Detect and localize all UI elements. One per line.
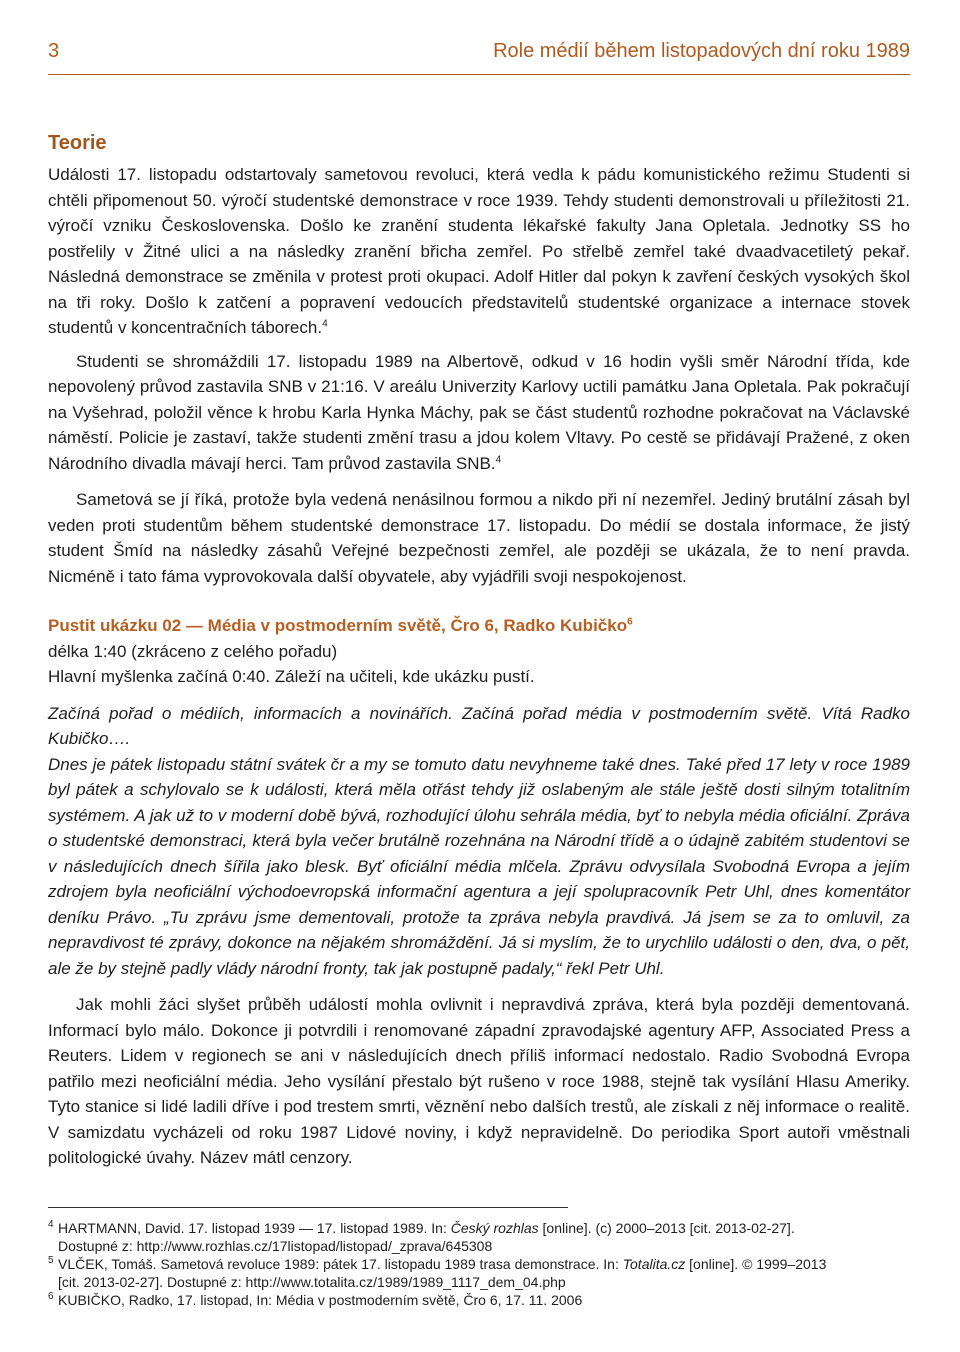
footnote-number: 6 bbox=[48, 1291, 54, 1302]
header-rule bbox=[48, 74, 910, 75]
body-paragraph: Sametová se jí říká, protože byla vedená nenásilnou formou a nikdo při ní nezemřel. Jediný brutální zásah byl veden proti studentům během studentské demonstrace 17. listopadu. Do médií se dostala informace, že jistý student Šmíd na následky zásahů Veřejné bezpečnosti zemřel, ale později se ukázala, že to není pravda. Nicméně i tato fáma vyprovokovala další obyvatele, aby vyjádřili svoji nespokojenost. bbox=[48, 490, 910, 586]
document-body bbox=[48, 130, 910, 1171]
footnote: 6 KUBIČKO, Radko, 17. listopad, In: Média v postmoderním světě, Čro 6, 17. 11. 2006 bbox=[48, 1291, 910, 1309]
footnote-number: 5 bbox=[48, 1255, 54, 1266]
running-header bbox=[48, 40, 910, 72]
transcript-quote: Dnes je pátek listopadu státní svátek čr a my se tomuto datu nevyhneme také dnes. Také před 17 lety v roce 1989 byl pátek a schylovalo se k události, která měla otřást tehdy již oslabeným ale stále ještě dosti silným totalitním systémem. A jak už to v moderní době bývá, rozhodující úlohu sehrála média, byť to nebyla média oficiální. Zpráva o studentské demonstraci, která byla večer brutálně rozehnána na Národní třídě a o údajně zabitém studentovi se v následujících dnech šířila jako blesk. Byť oficiální média mlčela. Zprávu odvysílala Svobodná Evropa a jejím zdrojem byla neoficiální východoevropská informační agentura a její spolupracovník Petr Uhl, dnes komentátor deníku Právo. „Tu zprávu jsme dementovali, protože ta zpráva nebyla pravdivá. Já jsem se za to omluvil, za nepravdivost té zprávy, dokonce na nějakém shromáždění. Já si myslím, že to urychlilo události o den, dva, o pět, ale že by stejně padly vlády národní fronty, tak jak postupně padaly,“ řekl Petr Uhl. bbox=[48, 754, 910, 978]
running-title: Role médií během listopadových dní roku 1989 bbox=[493, 40, 910, 62]
footnote: 4 HARTMANN, David. 17. listopad 1939 — 17. listopad 1989. In: Český rozhlas [online]. (c) 2000–2013 [cit. 2013-02-27]. Dostupné z: http://www.rozhlas.cz/17listopad/listopad/_zprava/645308 bbox=[48, 1219, 910, 1255]
section-heading: Teorie bbox=[48, 132, 107, 154]
footnote-ref[interactable]: 4 bbox=[322, 318, 328, 330]
footnote-ref[interactable]: 6 bbox=[627, 616, 633, 628]
footnote-source: Český rozhlas bbox=[450, 1220, 539, 1236]
footnote-url[interactable]: [cit. 2013-02-27]. Dostupné z: http://www.totalita.cz/1989/1989_1117_dem_04.php bbox=[58, 1274, 566, 1290]
footnote-ref[interactable]: 4 bbox=[495, 453, 502, 465]
footnote-source: Totalita.cz bbox=[622, 1256, 686, 1272]
cue-length: délka 1:40 (zkráceno z celého pořadu) bbox=[48, 641, 338, 661]
footnote-url[interactable]: Dostupné z: http://www.rozhlas.cz/17listopad/listopad/_zprava/645308 bbox=[58, 1238, 493, 1254]
body-paragraph bbox=[48, 162, 910, 341]
audio-cue-title: Pustit ukázku 02 — Média v postmoderním světě, Čro 6, Radko Kubičko$^6$ bbox=[48, 616, 633, 635]
closing-paragraph: Jak mohli žáci slyšet průběh událostí mohla ovlivnit i nepravdivá zpráva, která byla později dementovaná. Informací bylo málo. Dokonce ji potvrdili i renomované západní zpravodajské agentury AFP, Associated Press a Reuters. Lidem v regionech se ani v následujících dnech příliš informací nedostalo. Radio Svobodná Evropa patřilo mezi neoficiální média. Jeho vysílání přestalo být rušeno v roce 1988, stejně tak vysílání Hlasu Ameriky. Tyto stanice si lidé ladili dříve i pod trestem smrti, věznění nebo dalších trestů, ale získali z něj informace o realitě. V samizdatu vycházeli od roku 1987 Lidové noviny, i když nepravidelně. Do periodika Sport autoři vměstnali politologické úvahy. Název mátl cenzory. bbox=[48, 995, 910, 1167]
page-number: 3 bbox=[48, 40, 60, 62]
footnote: 5 VLČEK, Tomáš. Sametová revoluce 1989: pátek 17. listopadu 1989 trasa demonstrace. In: Totalita.cz [online]. © 1999–2013 [cit. 2013-02-27]. Dostupné z: http://www.totalita.cz/1989/1989_1117_dem_04.php bbox=[48, 1255, 910, 1291]
body-paragraph bbox=[48, 349, 910, 477]
transcript-intro: Začíná pořad o médiích, informacích a novinářích. Začíná pořad média v postmoderním světě. Vítá Radko Kubičko…. bbox=[48, 703, 910, 748]
footnote-rule bbox=[48, 1207, 568, 1208]
footnote-number: 4 bbox=[48, 1219, 54, 1230]
footnotes bbox=[48, 1219, 910, 1309]
cue-main-idea: Hlavní myšlenka začíná 0:40. Záleží na učiteli, kde ukázku pustí. bbox=[48, 667, 535, 686]
paragraph-text: Studenti se shromáždili 17. listopadu 1989 na Albertově, odkud v 16 hodin vyšli směr Národní třída, kde nepovolený průvod zastavila SNB v 21:16. V areálu Univerzity Karlovy uctili památku Jana Opletala. Pak pokračují na Vyšehrad, položil věnce k hrobu Karla Hynka Máchy, pak se část studentů rozhodne pokračovat na Václavské náměstí. Policie je zastaví, takže studenti změní trasu a jdou kolem Vltavy. Po cestě se přidávají Pražené, z oken Národního divadla mávají herci. Tam průvod zastavila SNB. bbox=[48, 351, 910, 473]
paragraph-text: Události 17. listopadu odstartovaly sametovou revoluci, která vedla k pádu komunistického režimu Studenti si chtěli připomenout 50. výročí studentské demonstrace v roce 1939. Tehdy studenti demonstrovali u příležitosti 21. výročí vzniku Československa. Došlo ke zranění studenta lékařské fakulty Jana Opletala. Jednotky SS ho postřelily v Žitné ulici a na následky zranění břicha zemřel. Po střelbě zemřel také dvaadvacetiletý pekař. Následná demonstrace se změnila v protest proti okupaci. Adolf Hitler dal pokyn k zavření českých vysokých škol na tři roky. Došlo k zatčení a popravení vedoucích představitelů studentské organizace a internace stovek studentů v koncentračních táborech. bbox=[48, 165, 910, 337]
